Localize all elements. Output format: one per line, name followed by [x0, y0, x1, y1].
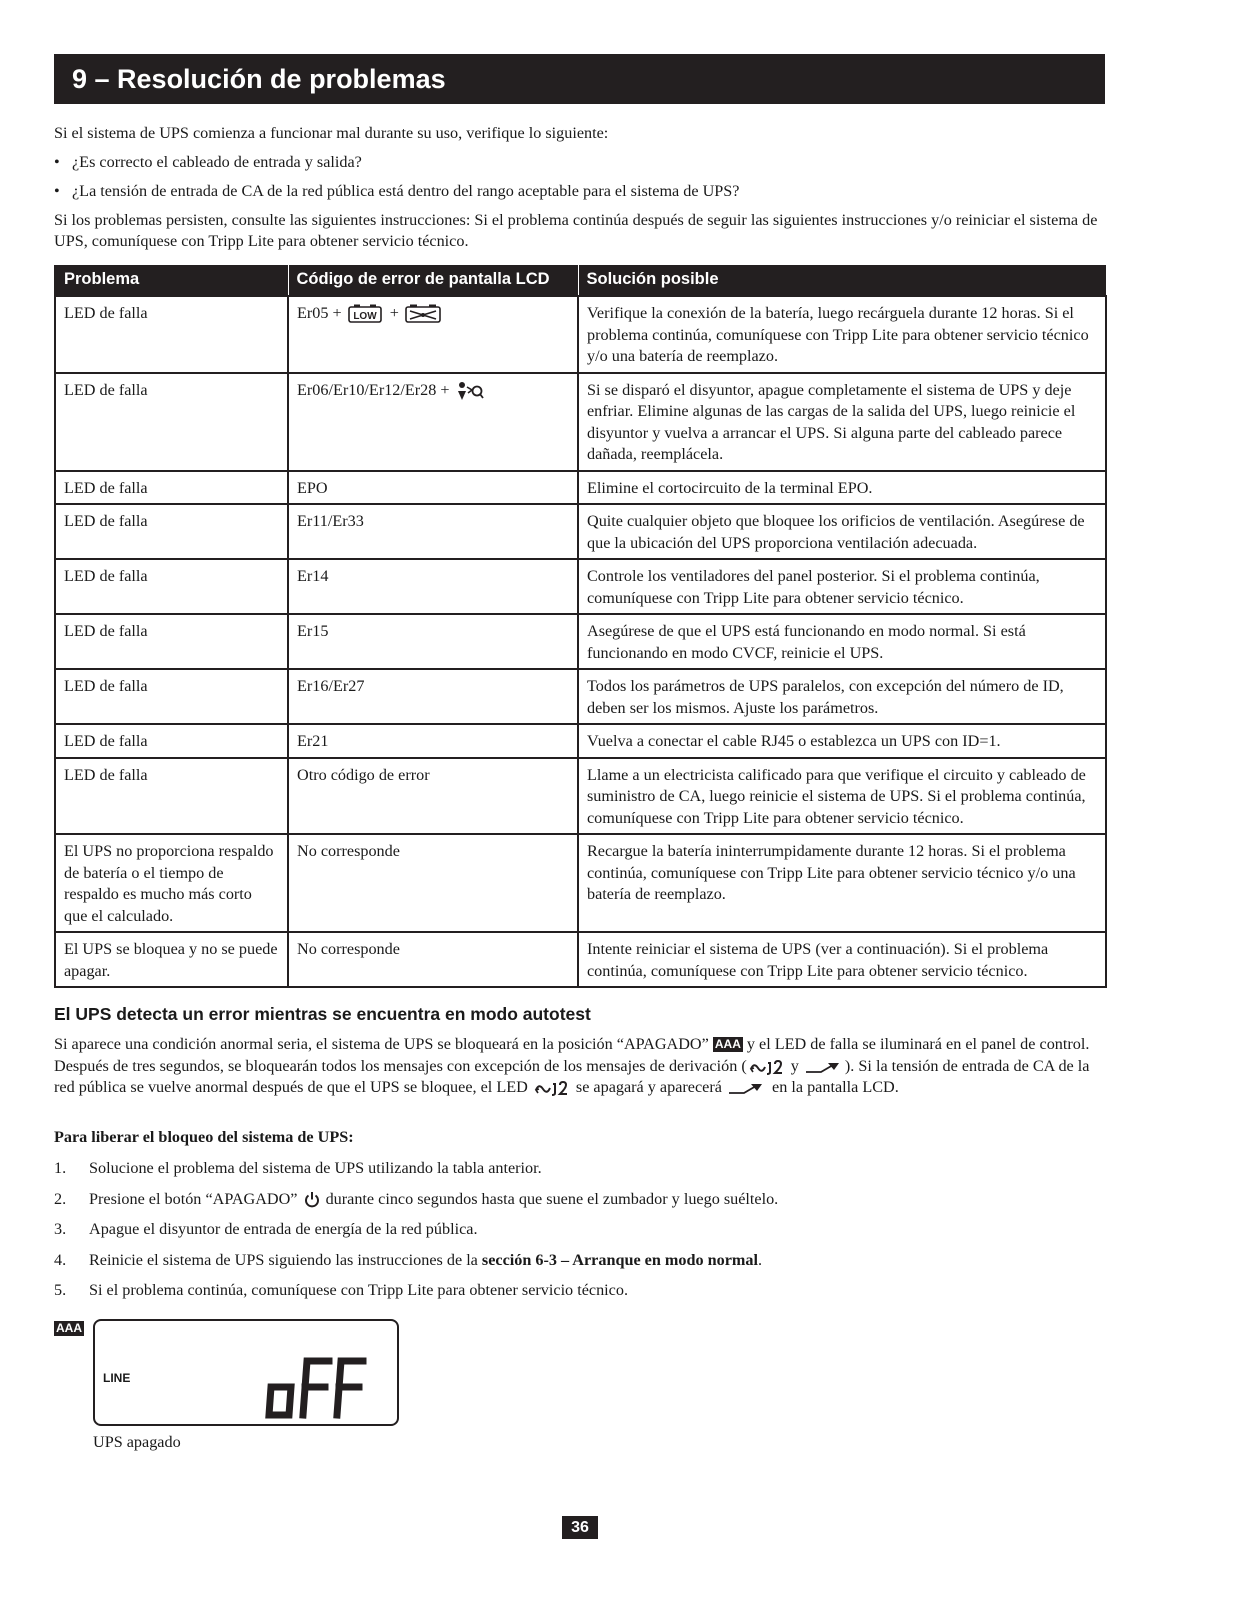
battery-low-icon	[348, 304, 384, 324]
code-cell: Er11/Er33	[288, 504, 578, 559]
step-text-pre: Reinicie el sistema de UPS siguiendo las instrucciones de la	[89, 1250, 478, 1269]
step-text	[89, 1250, 762, 1281]
code-cell: Er16/Er27	[288, 669, 578, 724]
output-arrow-icon	[805, 1060, 843, 1074]
section-title-bar	[54, 54, 1105, 104]
autotest-text: y el LED de falla se iluminará en el panel de control. Después de tres segundos, se bloquearán todos los mensajes con excepción de los mensajes de derivación (	[54, 1035, 1090, 1075]
autotest-paragraph	[54, 1034, 1105, 1099]
table-row	[55, 669, 1106, 724]
aaa-badge: AAA	[56, 1321, 82, 1335]
solution-cell: Todos los parámetros de UPS paralelos, con excepción del número de ID, deben ser los mismos. Ajuste los parámetros.	[578, 669, 1106, 724]
table-row	[55, 373, 1106, 471]
solution-cell: Controle los ventiladores del panel posterior. Si el problema continúa, comuníquese con Tripp Lite para obtener servicio técnico.	[578, 559, 1106, 614]
release-title: Para liberar el bloqueo del sistema de UPS:	[54, 1128, 354, 1146]
problem-cell: LED de falla	[55, 373, 288, 471]
table-row	[55, 296, 1106, 373]
intro-bullet	[54, 152, 1105, 173]
step-number: 2.	[54, 1189, 67, 1208]
lcd-off-digits	[265, 1351, 375, 1421]
code-cell: Er15	[288, 614, 578, 669]
aaa-badge: AAA	[714, 1037, 741, 1051]
step-number: 3.	[54, 1220, 67, 1238]
plus-sign: +	[332, 304, 342, 322]
plus-sign: +	[440, 380, 450, 399]
table-row	[55, 504, 1106, 559]
table-row	[55, 724, 1106, 758]
solution-cell: Llame a un electricista calificado para que verifique el circuito y cableado de suministro de CA, luego reinicie el sistema de UPS. Si el problema continúa, comuníquese con Tripp Lite para obtener servicio técnico.	[578, 758, 1106, 835]
solution-cell: Si se disparó el disyuntor, apague completamente el sistema de UPS y deje enfriar. Elimine algunas de las cargas de la salida del UPS, luego reinicie el disyuntor y vuelva a arrancar el UPS. Si alguna parte del cableado parece dañada, reemplácela.	[578, 373, 1106, 471]
battery-fault-icon	[405, 304, 443, 324]
lcd-display	[93, 1319, 399, 1426]
list-item	[54, 1280, 1105, 1311]
list-item	[54, 1250, 1105, 1281]
autotest-text: Si aparece una condición anormal seria, el sistema de UPS se bloqueará en la posición “APAGADO”	[54, 1035, 709, 1053]
list-item	[54, 1158, 1105, 1189]
table-row	[55, 834, 1106, 932]
solution-cell: Vuelva a conectar el cable RJ45 o establezca un UPS con ID=1.	[578, 724, 1106, 758]
bullet-dot: •	[54, 182, 60, 200]
solution-cell: Elimine el cortocircuito de la terminal EPO.	[578, 471, 1106, 505]
problem-cell: LED de falla	[55, 559, 288, 614]
solution-cell: Asegúrese de que el UPS está funcionando en modo normal. Si está funcionando en modo CVCF, reinicie el UPS.	[578, 614, 1106, 669]
intro-persist: Si los problemas persisten, consulte las siguientes instrucciones: Si el problema continúa después de seguir las siguientes instrucciones y/o reiniciar el sistema de UPS, comuníquese con Tripp Lite para obtener servicio técnico.	[54, 211, 1098, 250]
bypass-icon	[749, 1059, 785, 1075]
autotest-text: y	[790, 1056, 799, 1075]
code-cell: No corresponde	[288, 932, 578, 987]
list-item	[54, 1219, 1105, 1250]
header-problem: Problema	[55, 265, 288, 296]
problem-cell: El UPS se bloquea y no se puede apagar.	[55, 932, 288, 987]
step-number: 5.	[54, 1281, 67, 1299]
overload-short-icon	[456, 381, 484, 401]
step-text: Si el problema continúa, comuníquese con Tripp Lite para obtener servicio técnico.	[89, 1281, 628, 1299]
problem-cell: LED de falla	[55, 758, 288, 835]
autotest-text: ). Si la tensión de entrada de CA de la red pública se vuelve anormal después de que el UPS se bloquee, el LED	[54, 1056, 1090, 1096]
bypass-icon	[534, 1080, 570, 1096]
error-code: Er06/Er10/Er12/Er28	[297, 380, 437, 399]
step-text-post: .	[758, 1250, 763, 1269]
troubleshooting-table	[54, 265, 1107, 988]
step-text-pre: Presione el botón “APAGADO”	[89, 1189, 298, 1208]
code-cell: No corresponde	[288, 834, 578, 932]
solution-cell: Quite cualquier objeto que bloquee los orificios de ventilación. Asegúrese de que la ubicación del UPS proporciona ventilación adecuada.	[578, 504, 1106, 559]
step-text: Solucione el problema del sistema de UPS utilizando la tabla anterior.	[89, 1159, 542, 1177]
table-header-row	[55, 265, 1106, 296]
page-number: 36	[562, 1516, 598, 1539]
problem-cell: LED de falla	[55, 614, 288, 669]
table-row	[55, 559, 1106, 614]
step-number: 1.	[54, 1159, 67, 1177]
battery-low-label: LOW	[353, 311, 377, 323]
lcd-line-label: LINE	[103, 1371, 131, 1385]
code-cell: Er14	[288, 559, 578, 614]
table-row	[55, 614, 1106, 669]
problem-cell: El UPS no proporciona respaldo de batería o el tiempo de respaldo es mucho más corto que el calculado.	[55, 834, 288, 932]
problem-cell: LED de falla	[55, 296, 288, 373]
power-icon	[304, 1191, 320, 1208]
autotest-heading: El UPS detecta un error mientras se encuentra en modo autotest	[54, 1004, 591, 1024]
step-text-post: durante cinco segundos hasta que suene el zumbador y luego suéltelo.	[325, 1189, 779, 1208]
code-cell: EPO	[288, 471, 578, 505]
table-row	[55, 932, 1106, 987]
bullet-dot: •	[54, 153, 60, 171]
intro-bullet	[54, 181, 1105, 202]
header-solution: Solución posible	[578, 265, 1106, 296]
section-reference: sección 6-3 – Arranque en modo normal	[481, 1250, 758, 1269]
code-cell	[288, 296, 578, 373]
solution-cell: Verifique la conexión de la batería, luego recárguela durante 12 horas. Si el problema continúa, comuníquese con Tripp Lite para obtener servicio técnico y/o una batería de reemplazo.	[578, 296, 1106, 373]
lcd-caption: UPS apagado	[93, 1433, 181, 1451]
problem-cell: LED de falla	[55, 471, 288, 505]
code-cell: Otro código de error	[288, 758, 578, 835]
section-title: 9 – Resolución de problemas	[72, 63, 446, 94]
error-code: Er05	[297, 304, 329, 322]
bullet-text: ¿Es correcto el cableado de entrada y salida?	[72, 153, 362, 171]
list-item	[54, 1189, 1105, 1220]
release-steps	[54, 1158, 1105, 1311]
problem-cell: LED de falla	[55, 724, 288, 758]
step-number: 4.	[54, 1250, 67, 1269]
bullet-text: ¿La tensión de entrada de CA de la red pública está dentro del rango aceptable para el sistema de UPS?	[72, 182, 740, 200]
table-row	[55, 758, 1106, 835]
problem-cell: LED de falla	[55, 504, 288, 559]
solution-cell: Intente reiniciar el sistema de UPS (ver a continuación). Si el problema continúa, comuníquese con Tripp Lite para obtener servicio técnico.	[578, 932, 1106, 987]
step-text	[89, 1189, 778, 1220]
autotest-text: se apagará y aparecerá	[575, 1078, 722, 1096]
plus-sign: +	[389, 304, 399, 322]
intro	[54, 123, 1105, 252]
solution-cell: Recargue la batería ininterrumpidamente durante 12 horas. Si el problema continúa, comuníquese con Tripp Lite para obtener servicio técnico y/o una batería de reemplazo.	[578, 834, 1106, 932]
output-arrow-icon	[728, 1081, 766, 1095]
code-cell	[288, 373, 578, 471]
header-code: Código de error de pantalla LCD	[288, 265, 578, 296]
problem-cell: LED de falla	[55, 669, 288, 724]
autotest-text: en la pantalla LCD.	[772, 1078, 899, 1096]
intro-lead: Si el sistema de UPS comienza a funcionar mal durante su uso, verifique lo siguiente:	[54, 124, 609, 142]
step-text: Apague el disyuntor de entrada de energía de la red pública.	[89, 1220, 478, 1238]
table-row	[55, 471, 1106, 505]
code-cell: Er21	[288, 724, 578, 758]
